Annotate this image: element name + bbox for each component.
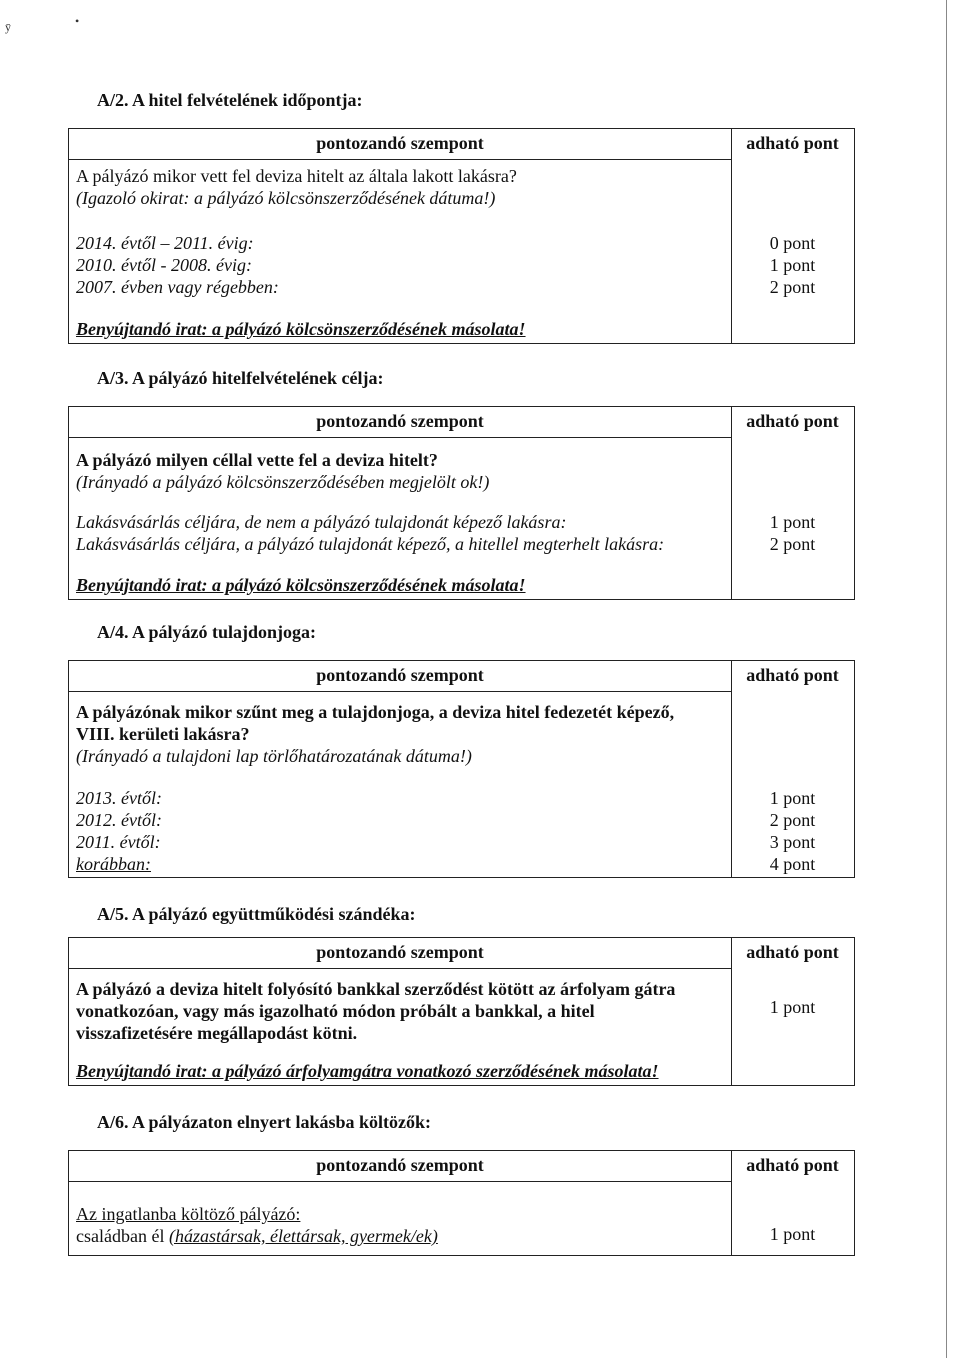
points-header: adható pont [746,665,839,685]
note: (Igazoló okirat: a pályázó kölcsönszerződésének dátuma!) [76,188,496,208]
points-header: adható pont [746,1155,839,1175]
section-a2-title: A/2. A hitel felvételének időpontja: [97,90,363,110]
points-value: 1 pont [769,512,816,532]
note: (Irányadó a tulajdoni lap törlőhatározatának dátuma!) [76,746,472,766]
points-value: 4 pont [769,854,816,874]
section-a3-title: A/3. A pályázó hitelfelvételének célja: [97,368,384,388]
option: korábban: [76,854,151,874]
option: 2011. évtől: [76,832,161,852]
option: Lakásvásárlás céljára, a pályázó tulajdonát képező, a hitellel megterhelt lakásra: [76,534,665,554]
column-divider [731,407,732,599]
table-a3 [68,406,855,600]
points-header: adható pont [746,133,839,153]
criterion-text [76,1225,438,1247]
header-line [69,159,731,160]
required-document: Benyújtandó irat: a pályázó kölcsönszerződésének másolata! [76,575,526,595]
scan-edge [946,0,947,1358]
section-a5-title: A/5. A pályázó együttműködési szándéka: [97,904,416,924]
points-value: 2 pont [769,534,816,554]
criteria-header: pontozandó szempont [316,133,484,153]
scan-dot: • [75,14,80,28]
option: 2007. évben vagy régebben: [76,277,279,297]
points-value: 2 pont [769,810,816,830]
scan-mark: ȳ [5,20,11,34]
points-header: adható pont [746,942,839,962]
option: 2012. évtől: [76,810,162,830]
criterion-text: A pályázó a deviza hitelt folyósító bankkal szerződést kötött az árfolyam gátra [76,979,676,999]
question: A pályázó mikor vett fel deviza hitelt az általa lakott lakásra? [76,166,517,186]
option: 2014. évtől – 2011. évig: [76,233,254,253]
header-line [69,1181,731,1182]
section-a6-title: A/6. A pályázaton elnyert lakásba költözők: [97,1112,432,1132]
question: A pályázó milyen céllal vette fel a deviza hitelt? [76,450,438,470]
note: (Irányadó a pályázó kölcsönszerződésében megjelölt ok!) [76,472,490,492]
criterion-plain: családban él [76,1226,169,1246]
points-value: 1 pont [769,255,816,275]
criteria-header: pontozandó szempont [316,1155,484,1175]
points-header: adható pont [746,411,839,431]
criterion-italic: (házastársak, élettársak, gyermek/ek) [168,1226,438,1246]
points-value: 3 pont [769,832,816,852]
required-document: Benyújtandó irat: a pályázó kölcsönszerződésének másolata! [76,319,526,339]
table-a4 [68,660,855,878]
table-a2 [68,128,855,344]
question: VIII. kerületi lakásra? [76,724,250,744]
header-line [69,437,731,438]
header-line [69,968,731,969]
option: Lakásvásárlás céljára, de nem a pályázó tulajdonát képező lakásra: [76,512,567,532]
section-a4-title: A/4. A pályázó tulajdonjoga: [97,622,317,642]
points-value: 1 pont [769,788,816,808]
criterion-text: vonatkozóan, vagy más igazolható módon próbált a bankkal, a hitel [76,1001,595,1021]
option: 2013. évtől: [76,788,162,808]
points-value: 2 pont [769,277,816,297]
option: 2010. évtől - 2008. évig: [76,255,252,275]
table-a5 [68,937,855,1086]
criterion-text: visszafizetésére megállapodást kötni. [76,1023,358,1043]
criteria-header: pontozandó szempont [316,665,484,685]
table-a6 [68,1150,855,1256]
points-value: 0 pont [769,233,816,253]
criteria-header: pontozandó szempont [316,411,484,431]
subtitle: Az ingatlanba költöző pályázó: [76,1204,301,1224]
question: A pályázónak mikor szűnt meg a tulajdonjoga, a deviza hitel fedezetét képező, [76,702,675,722]
points-value: 1 pont [769,997,816,1017]
criteria-header: pontozandó szempont [316,942,484,962]
header-line [69,691,731,692]
required-document: Benyújtandó irat: a pályázó árfolyamgátra vonatkozó szerződésének másolata! [76,1061,659,1081]
points-value: 1 pont [769,1224,816,1244]
